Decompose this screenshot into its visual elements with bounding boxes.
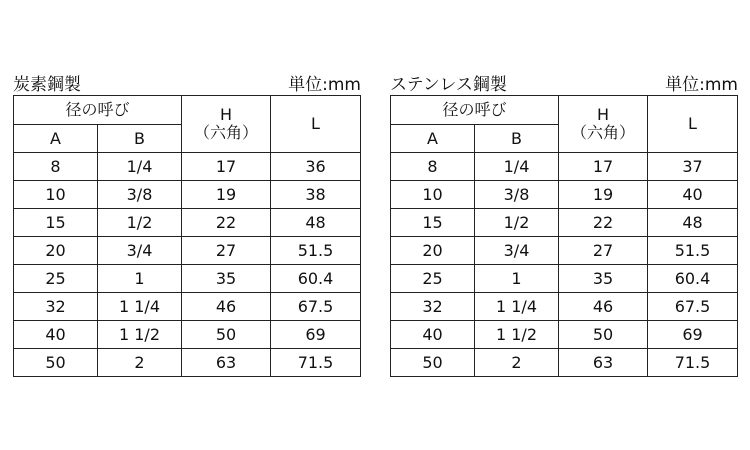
h-cell: 46 — [182, 293, 271, 321]
l-cell: 51.5 — [648, 237, 738, 265]
l-cell: 69 — [271, 321, 361, 349]
carbon-steel-panel — [13, 68, 361, 377]
a-cell: 50 — [391, 349, 475, 377]
l-cell: 40 — [648, 181, 738, 209]
table-caption — [390, 68, 738, 95]
h-cell: 27 — [182, 237, 271, 265]
a-cell: 40 — [14, 321, 98, 349]
l-cell: 37 — [648, 153, 738, 181]
table-row — [391, 265, 738, 293]
table-row — [391, 209, 738, 237]
h-cell: 63 — [182, 349, 271, 377]
h-cell: 19 — [559, 181, 648, 209]
a-cell: 10 — [391, 181, 475, 209]
h-cell: 17 — [182, 153, 271, 181]
b-cell: 1 — [98, 265, 182, 293]
table-caption — [13, 68, 361, 95]
l-cell: 69 — [648, 321, 738, 349]
l-cell: 67.5 — [648, 293, 738, 321]
b-cell: 1 1/4 — [98, 293, 182, 321]
l-cell: 60.4 — [271, 265, 361, 293]
a-cell: 15 — [391, 209, 475, 237]
h-cell: 63 — [559, 349, 648, 377]
b-cell: 3/4 — [98, 237, 182, 265]
b-cell: 3/8 — [98, 181, 182, 209]
h-cell: 50 — [182, 321, 271, 349]
table-body — [14, 153, 361, 377]
h-cell: 35 — [182, 265, 271, 293]
b-cell: 1/4 — [475, 153, 559, 181]
b-cell: 3/8 — [475, 181, 559, 209]
length-header: L — [648, 96, 738, 153]
a-cell: 40 — [391, 321, 475, 349]
h-cell: 50 — [559, 321, 648, 349]
table-row — [391, 237, 738, 265]
stainless-steel-panel — [390, 68, 738, 377]
l-cell: 36 — [271, 153, 361, 181]
table-row — [391, 153, 738, 181]
hex-h-header — [559, 96, 648, 153]
a-cell: 15 — [14, 209, 98, 237]
col-a-header: A — [14, 125, 98, 153]
table-row — [391, 181, 738, 209]
table-row — [14, 349, 361, 377]
hex-h-label: H — [219, 105, 233, 125]
hex-label: （六角） — [193, 123, 258, 142]
hex-h-label: H — [596, 105, 610, 125]
b-cell: 1 1/4 — [475, 293, 559, 321]
table-body — [391, 153, 738, 377]
table-row — [14, 293, 361, 321]
l-cell: 60.4 — [648, 265, 738, 293]
table-row — [14, 181, 361, 209]
l-cell: 38 — [271, 181, 361, 209]
a-cell: 32 — [391, 293, 475, 321]
unit-label: 単位:mm — [288, 75, 361, 95]
b-cell: 1/2 — [475, 209, 559, 237]
a-cell: 50 — [14, 349, 98, 377]
l-cell: 51.5 — [271, 237, 361, 265]
l-cell: 71.5 — [271, 349, 361, 377]
b-cell: 1 1/2 — [475, 321, 559, 349]
a-cell: 8 — [391, 153, 475, 181]
table-row — [391, 349, 738, 377]
l-cell: 67.5 — [271, 293, 361, 321]
a-cell: 32 — [14, 293, 98, 321]
nominal-size-header: 径の呼び — [14, 96, 182, 125]
h-cell: 27 — [559, 237, 648, 265]
table-row — [14, 153, 361, 181]
l-cell: 71.5 — [648, 349, 738, 377]
col-b-header: B — [98, 125, 182, 153]
b-cell: 1/2 — [98, 209, 182, 237]
table-row — [14, 321, 361, 349]
table-row — [14, 265, 361, 293]
hex-label: （六角） — [570, 123, 635, 142]
b-cell: 1/4 — [98, 153, 182, 181]
b-cell: 2 — [475, 349, 559, 377]
h-cell: 19 — [182, 181, 271, 209]
b-cell: 1 1/2 — [98, 321, 182, 349]
h-cell: 17 — [559, 153, 648, 181]
h-cell: 22 — [559, 209, 648, 237]
a-cell: 10 — [14, 181, 98, 209]
h-cell: 46 — [559, 293, 648, 321]
col-a-header: A — [391, 125, 475, 153]
table-row — [14, 209, 361, 237]
length-header: L — [271, 96, 361, 153]
b-cell: 1 — [475, 265, 559, 293]
b-cell: 2 — [98, 349, 182, 377]
hex-h-header — [182, 96, 271, 153]
l-cell: 48 — [648, 209, 738, 237]
a-cell: 8 — [14, 153, 98, 181]
material-label: ステンレス鋼製 — [390, 75, 507, 95]
a-cell: 20 — [14, 237, 98, 265]
nominal-size-header: 径の呼び — [391, 96, 559, 125]
a-cell: 25 — [391, 265, 475, 293]
l-cell: 48 — [271, 209, 361, 237]
dimension-table — [390, 95, 738, 377]
h-cell: 35 — [559, 265, 648, 293]
table-row — [391, 293, 738, 321]
col-b-header: B — [475, 125, 559, 153]
a-cell: 25 — [14, 265, 98, 293]
material-label: 炭素鋼製 — [13, 75, 81, 95]
table-row — [391, 321, 738, 349]
dimension-table — [13, 95, 361, 377]
h-cell: 22 — [182, 209, 271, 237]
unit-label: 単位:mm — [665, 75, 738, 95]
b-cell: 3/4 — [475, 237, 559, 265]
table-row — [14, 237, 361, 265]
a-cell: 20 — [391, 237, 475, 265]
